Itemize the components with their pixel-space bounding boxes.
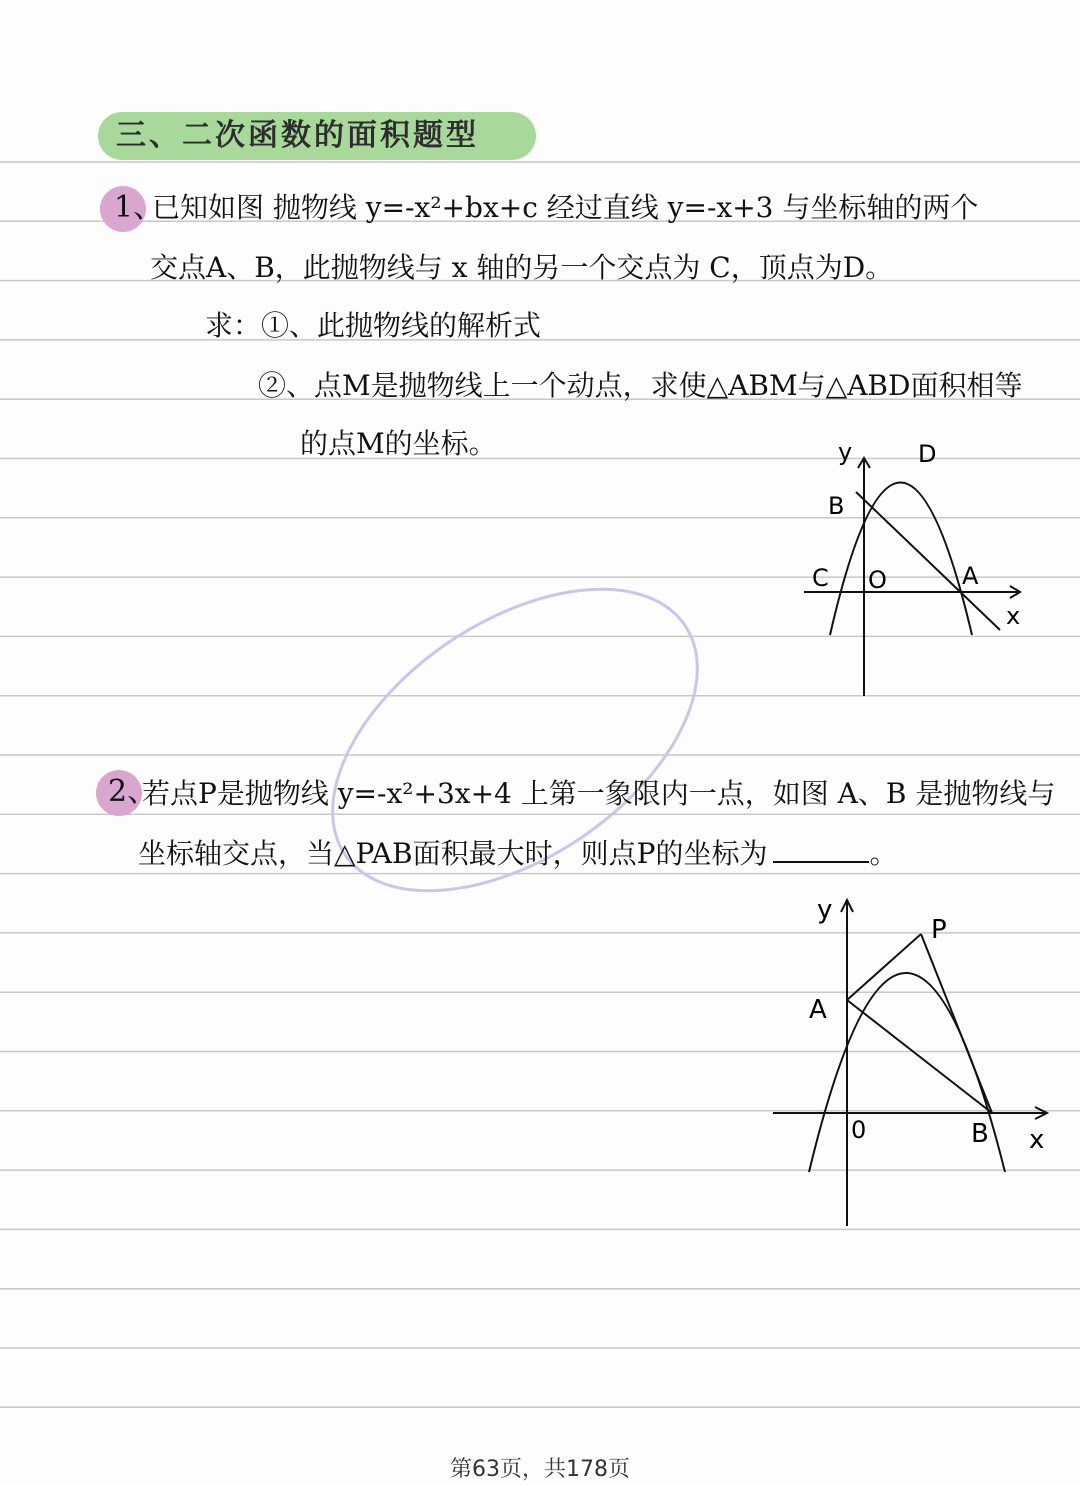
fig2-label-a: A	[809, 995, 827, 1025]
fig1-label-a: A	[962, 562, 979, 590]
fig1-label-c: C	[812, 564, 829, 592]
problem1-number: 1、	[114, 190, 164, 225]
fig2-line-ap	[847, 934, 921, 1000]
fig1-parabola	[830, 483, 972, 636]
page-footer: 第63页，共178页	[450, 1457, 630, 1482]
fig1-label-d: D	[918, 440, 937, 468]
fig1-label-origin: O	[868, 566, 887, 594]
fig1-line-ab	[856, 492, 1000, 630]
fig2-label-p: P	[931, 915, 947, 945]
problem1-line4: ②、点M是抛物线上一个动点，求使△ABM与△ABD面积相等	[258, 369, 1023, 402]
problem1-line3: 求：①、此抛物线的解析式	[205, 309, 542, 342]
fig1-label-x: x	[1006, 602, 1021, 630]
fig2-label-origin: 0	[851, 1116, 867, 1144]
fig2-label-b: B	[971, 1119, 989, 1149]
problem2-end-mark: 。	[869, 837, 898, 870]
fig1-label-y: y	[838, 438, 853, 466]
section-title: 三、二次函数的面积题型	[98, 112, 536, 160]
problem1-figure	[790, 430, 1040, 705]
problem2-line2-wrap	[138, 834, 897, 874]
problem1-line5: 的点M的坐标。	[300, 427, 497, 460]
answer-blank	[773, 837, 869, 863]
problem1-line1: 已知如图 抛物线 y=-x²+bx+c 经过直线 y=-x+3 与坐标轴的两个	[152, 191, 979, 224]
problem1-line2: 交点A、B，此抛物线与 x 轴的另一个交点为 C，顶点为D。	[150, 251, 894, 284]
fig1-label-b: B	[828, 492, 845, 520]
problem2-figure	[765, 890, 1065, 1235]
problem2-line2: 坐标轴交点，当△PAB面积最大时，则点P的坐标为	[138, 837, 768, 870]
problem2-number: 2、	[108, 774, 158, 809]
fig2-label-x: x	[1029, 1125, 1045, 1155]
fig2-label-y: y	[817, 895, 833, 925]
watermark-oval	[279, 528, 751, 953]
problem2-line1: 若点P是抛物线 y=-x²+3x+4 上第一象限内一点，如图 A、B 是抛物线与	[142, 777, 1056, 810]
